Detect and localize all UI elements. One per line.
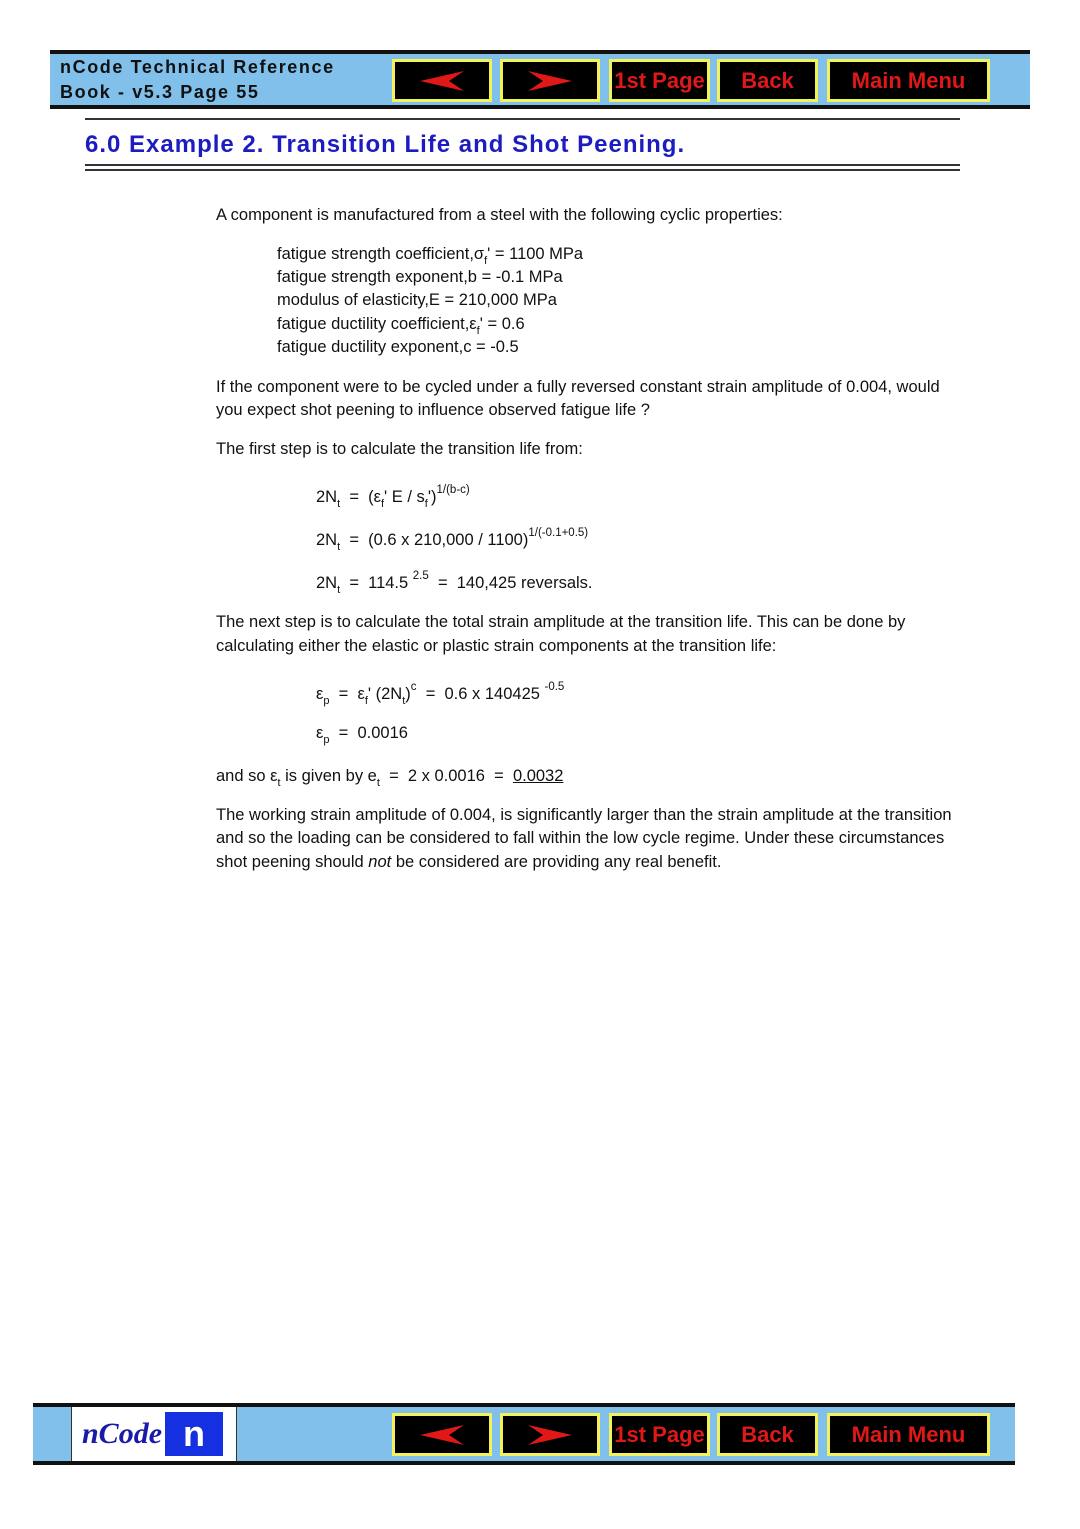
text-segment: t — [277, 777, 281, 789]
text-segment: 1/(b-c) — [436, 484, 470, 496]
text-line — [316, 527, 588, 553]
right-arrow-icon — [525, 1423, 575, 1447]
text-segment: t — [376, 777, 380, 789]
text-segment: f — [476, 325, 480, 337]
text-segment: = 114.5 — [340, 574, 413, 592]
text-segment: 1/(-0.1+0.5) — [528, 527, 589, 539]
ncode-logo — [71, 1407, 237, 1461]
text-line — [277, 268, 563, 287]
text-line — [277, 338, 519, 357]
text-line — [216, 613, 905, 632]
text-segment: ') — [427, 488, 437, 506]
text-segment: p — [323, 695, 330, 707]
left-arrow-icon — [417, 69, 467, 93]
text-segment: The first step is to calculate the transition life from: — [216, 440, 583, 458]
text-segment: = (0.6 x 210,000 / 1100) — [340, 531, 529, 549]
text-segment: t — [337, 584, 341, 596]
text-line — [316, 681, 564, 707]
text-segment: 0.0032 — [512, 767, 564, 785]
text-segment: ε — [316, 724, 324, 742]
text-segment: ' E / s — [384, 488, 425, 506]
text-segment: = 140,425 reversals. — [428, 574, 593, 592]
text-segment: If the component were to be cycled under a fully reversed constant strain amplitude of 0.004, would — [216, 378, 940, 396]
text-line — [277, 245, 583, 267]
text-segment: The next step is to calculate the total strain amplitude at the transition life. This can be done by — [216, 613, 906, 631]
text-segment: ) — [405, 685, 411, 703]
next-page-button[interactable] — [500, 59, 600, 102]
text-line — [277, 315, 525, 337]
first-page-button-footer[interactable]: 1st Page — [609, 1413, 710, 1456]
text-segment: fatigue ductility exponent,c = -0.5 — [277, 338, 519, 356]
logo-text: nCode — [82, 1417, 163, 1450]
text-segment: you expect shot peening to influence observed fatigue life ? — [216, 401, 650, 419]
text-segment: = 0.6 x 140425 — [416, 685, 545, 703]
text-segment: 2.5 — [412, 570, 429, 582]
text-line — [216, 853, 721, 872]
text-line — [216, 440, 583, 459]
prev-page-button-footer[interactable] — [392, 1413, 492, 1456]
logo-mark: n — [165, 1412, 223, 1456]
text-segment: fatigue ductility coefficient,ε — [277, 315, 477, 333]
title-rule-bottom-1 — [85, 164, 960, 166]
text-segment: The working strain amplitude of 0.004, is significantly larger than the strain amplitude at the transition — [216, 806, 952, 824]
text-segment: 2N — [316, 531, 338, 549]
text-segment: fatigue strength exponent,b = -0.1 MPa — [277, 268, 563, 286]
text-segment: c — [410, 681, 417, 693]
text-line — [316, 570, 593, 596]
text-line — [277, 291, 557, 310]
main-menu-button[interactable]: Main Menu — [827, 59, 990, 102]
text-segment: be considered are providing any real benefit. — [391, 853, 722, 871]
text-line — [216, 378, 940, 397]
text-segment: modulus of elasticity,E = 210,000 MPa — [277, 291, 557, 309]
text-segment: = ε — [329, 685, 365, 703]
left-arrow-icon — [417, 1423, 467, 1447]
back-button[interactable]: Back — [717, 59, 818, 102]
text-segment: -0.5 — [544, 681, 565, 693]
text-segment: and so the loading can be considered to fall within the low cycle regime. Under these circumstances — [216, 829, 945, 847]
header-page: Book - v5.3 Page 55 — [60, 82, 260, 102]
text-segment: = 0.0016 — [329, 724, 408, 742]
back-button-footer[interactable]: Back — [717, 1413, 818, 1456]
title-rule-bottom-2 — [85, 169, 960, 171]
text-segment: 2N — [316, 488, 338, 506]
text-segment: f — [424, 498, 428, 510]
text-segment: and so ε — [216, 767, 278, 785]
text-segment: f — [364, 695, 368, 707]
right-arrow-icon — [525, 69, 575, 93]
text-segment: not — [368, 853, 392, 871]
text-segment: calculating either the elastic or plastic strain components at the transition life: — [216, 637, 777, 655]
text-segment: 2N — [316, 574, 338, 592]
text-line — [216, 767, 563, 789]
text-segment: ' = 0.6 — [479, 315, 525, 333]
text-segment: ' = 1100 MPa — [487, 245, 584, 263]
page-title: 6.0 Example 2. Transition Life and Shot Peening. — [85, 131, 686, 158]
text-segment: = 2 x 0.0016 = — [379, 767, 513, 785]
prev-page-button[interactable] — [392, 59, 492, 102]
text-line — [216, 829, 944, 848]
text-segment: t — [337, 541, 341, 553]
text-segment: t — [337, 498, 341, 510]
text-line — [216, 401, 650, 420]
text-segment: ' (2N — [367, 685, 403, 703]
header-bar — [50, 50, 1030, 109]
text-segment: t — [402, 695, 406, 707]
text-line — [216, 806, 952, 825]
text-line — [316, 724, 408, 746]
title-rule-top — [85, 118, 960, 120]
first-page-button[interactable]: 1st Page — [609, 59, 710, 102]
header-title: nCode Technical Reference — [60, 57, 335, 77]
text-segment: f — [484, 255, 488, 267]
text-segment: is given by e — [280, 767, 377, 785]
text-segment: = (ε — [340, 488, 381, 506]
text-segment: ε — [316, 685, 324, 703]
footer-bar — [33, 1403, 1015, 1465]
text-line — [316, 484, 470, 510]
text-line — [216, 206, 783, 225]
text-segment: f — [380, 498, 385, 510]
next-page-button-footer[interactable] — [500, 1413, 600, 1456]
text-line — [216, 637, 776, 656]
text-segment: p — [323, 734, 330, 746]
text-segment: shot peening should — [216, 853, 369, 871]
text-segment: fatigue strength coefficient,σ — [277, 245, 485, 263]
main-menu-button-footer[interactable]: Main Menu — [827, 1413, 990, 1456]
text-segment: A component is manufactured from a steel with the following cyclic properties: — [216, 206, 783, 224]
